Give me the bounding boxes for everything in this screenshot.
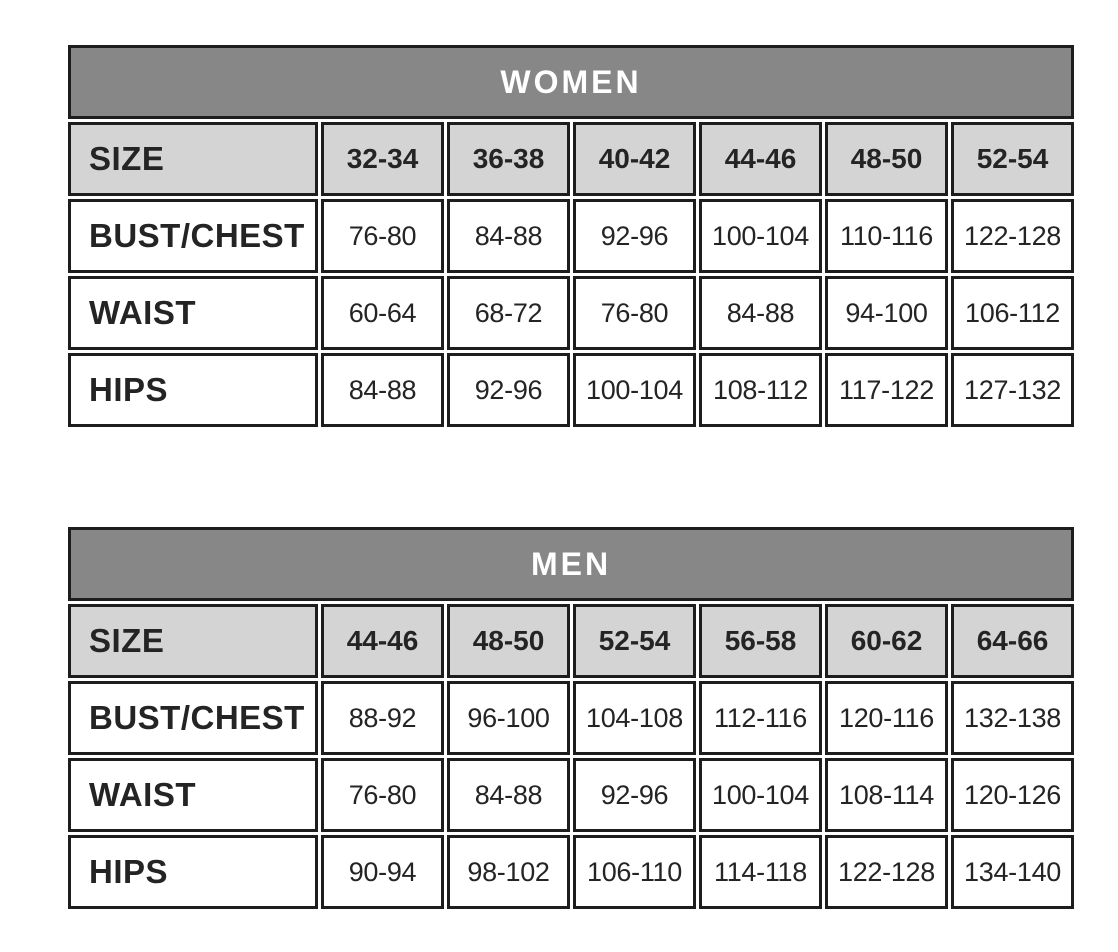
measurement-value: 68-72 (447, 276, 570, 350)
measurement-value: 112-116 (699, 681, 822, 755)
row-label-hips: HIPS (68, 835, 318, 909)
measurement-value: 110-116 (825, 199, 948, 273)
women-bust-row (68, 199, 1074, 273)
measurement-value: 117-122 (825, 353, 948, 427)
measurement-value: 134-140 (951, 835, 1074, 909)
row-label-bust-chest: BUST/CHEST (68, 199, 318, 273)
measurement-value: 120-126 (951, 758, 1074, 832)
measurement-value: 108-114 (825, 758, 948, 832)
measurement-value: 76-80 (573, 276, 696, 350)
measurement-value: 92-96 (573, 758, 696, 832)
measurement-value: 122-128 (825, 835, 948, 909)
row-label-waist: WAIST (68, 758, 318, 832)
women-hips-row (68, 353, 1074, 427)
size-col-header: 40-42 (573, 122, 696, 196)
measurement-value: 84-88 (699, 276, 822, 350)
men-bust-row (68, 681, 1074, 755)
women-waist-row (68, 276, 1074, 350)
size-col-header: 56-58 (699, 604, 822, 678)
men-title-row (68, 527, 1074, 601)
measurement-value: 84-88 (447, 758, 570, 832)
size-col-header: 52-54 (951, 122, 1074, 196)
size-col-header: 48-50 (825, 122, 948, 196)
measurement-value: 96-100 (447, 681, 570, 755)
measurement-value: 90-94 (321, 835, 444, 909)
row-label-size: SIZE (68, 604, 318, 678)
measurement-value: 84-88 (447, 199, 570, 273)
measurement-value: 132-138 (951, 681, 1074, 755)
size-col-header: 44-46 (321, 604, 444, 678)
size-col-header: 64-66 (951, 604, 1074, 678)
size-col-header: 44-46 (699, 122, 822, 196)
measurement-value: 92-96 (447, 353, 570, 427)
men-hips-row (68, 835, 1074, 909)
women-size-table (65, 42, 1077, 430)
men-waist-row (68, 758, 1074, 832)
measurement-value: 84-88 (321, 353, 444, 427)
measurement-value: 60-64 (321, 276, 444, 350)
women-table-title: WOMEN (68, 45, 1074, 119)
men-table-title: MEN (68, 527, 1074, 601)
size-col-header: 52-54 (573, 604, 696, 678)
row-label-size: SIZE (68, 122, 318, 196)
men-size-header-row (68, 604, 1074, 678)
measurement-value: 94-100 (825, 276, 948, 350)
measurement-value: 106-110 (573, 835, 696, 909)
measurement-value: 104-108 (573, 681, 696, 755)
measurement-value: 76-80 (321, 758, 444, 832)
measurement-value: 76-80 (321, 199, 444, 273)
size-col-header: 36-38 (447, 122, 570, 196)
measurement-value: 106-112 (951, 276, 1074, 350)
measurement-value: 100-104 (699, 758, 822, 832)
men-size-table (65, 524, 1077, 912)
measurement-value: 100-104 (573, 353, 696, 427)
measurement-value: 98-102 (447, 835, 570, 909)
measurement-value: 127-132 (951, 353, 1074, 427)
measurement-value: 100-104 (699, 199, 822, 273)
row-label-hips: HIPS (68, 353, 318, 427)
measurement-value: 120-116 (825, 681, 948, 755)
measurement-value: 92-96 (573, 199, 696, 273)
measurement-value: 88-92 (321, 681, 444, 755)
measurement-value: 108-112 (699, 353, 822, 427)
women-size-header-row (68, 122, 1074, 196)
row-label-bust-chest: BUST/CHEST (68, 681, 318, 755)
size-col-header: 60-62 (825, 604, 948, 678)
women-title-row (68, 45, 1074, 119)
row-label-waist: WAIST (68, 276, 318, 350)
measurement-value: 114-118 (699, 835, 822, 909)
size-col-header: 32-34 (321, 122, 444, 196)
measurement-value: 122-128 (951, 199, 1074, 273)
size-col-header: 48-50 (447, 604, 570, 678)
